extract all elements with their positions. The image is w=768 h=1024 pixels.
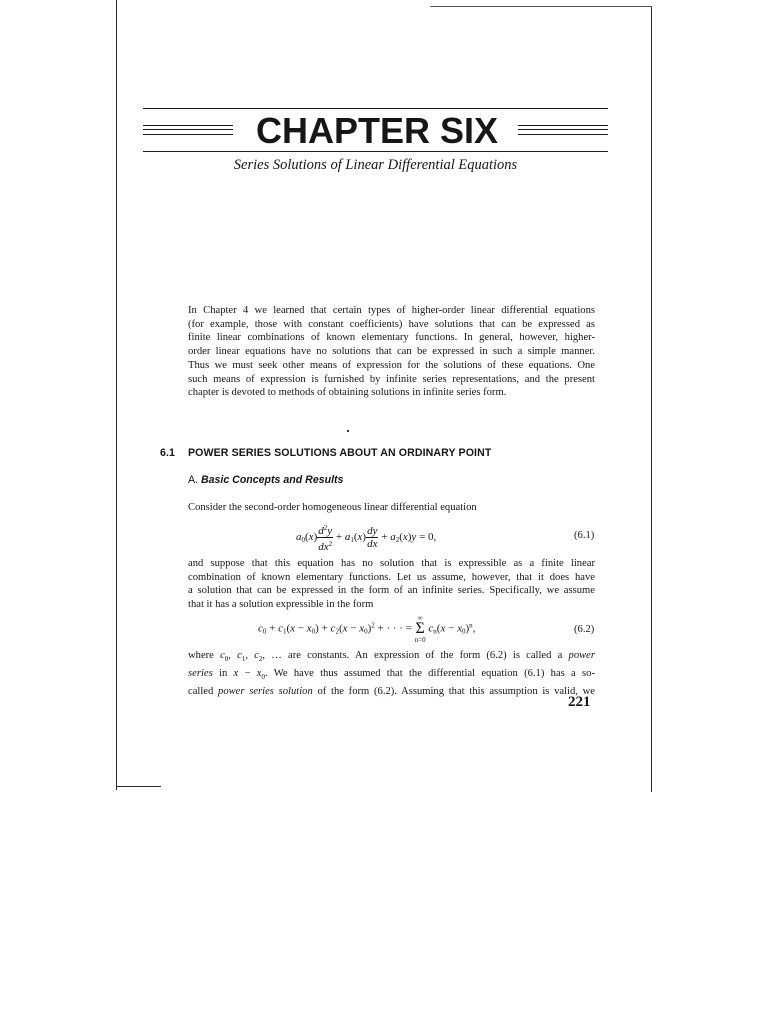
chapter-title: CHAPTER SIX (255, 110, 499, 151)
intro-line: Thus we must seek other means of expression for the solutions of these equations. One (188, 359, 595, 371)
page-edge-left (116, 0, 117, 790)
intro-line: order linear equations have no solutions that can be expressed in such a simple manner. (188, 346, 595, 358)
equation-6-2: $c0 + c1(x - x0) + c2(x - x0)^2$ + · · · = ∞ Σ n=0 $cn(x - x0)^n$, (258, 614, 476, 644)
where-line: where $c_0$, $c_1$, $c_2$, … are constants. An expression of the form (6.2) is called a power (188, 650, 595, 664)
scan-speck (347, 430, 349, 432)
page-edge-right (651, 6, 652, 792)
suppose-paragraph (188, 557, 595, 612)
consider-paragraph (188, 501, 595, 515)
heading-rule-bottom (143, 151, 608, 152)
consider-line: Consider the second-order homogeneous linear differential equation (188, 502, 477, 513)
subsection-title: Basic Concepts and Results (200, 474, 344, 486)
intro-line: In Chapter 4 we learned that certain types of higher-order linear differential equations (188, 305, 595, 316)
subsection-letter: A. (188, 474, 199, 486)
intro-paragraph (188, 304, 595, 400)
page-edge-bottom (117, 786, 161, 787)
equation-6-1: a0(x) $\frac{d^2y}{dx^2}$ + a1(x) $\frac{dy}{dx}$ + a2(x)y = 0, (296, 524, 437, 553)
page-edge-top (430, 6, 652, 7)
intro-line: finite linear combinations of known elementary functions. In general, however, higher- (188, 332, 595, 344)
chapter-subtitle: Series Solutions of Linear Differential Equations (233, 157, 518, 173)
intro-line: chapter is devoted to methods of obtaining solutions in infinite series form. (188, 387, 507, 399)
where-paragraph (188, 649, 595, 698)
section-heading (160, 447, 491, 459)
subsection-heading (188, 474, 343, 486)
heading-rule-left (143, 125, 233, 135)
where-line: series in $x - x_0$. We have thus assumed that the differential equation (6.1) has a so- (188, 667, 595, 681)
heading-rule-top (143, 108, 608, 109)
equation-number: (6.2) (574, 624, 595, 635)
where-line: called power series solution of the form (6.2). Assuming that this assumption is valid, we (188, 685, 595, 697)
suppose-line: a solution that can be expressed in the form of an infinite series. Specifically, we assume (188, 585, 595, 597)
intro-line: (for example, those with constant coefficients) have solutions that can be expressed as (188, 318, 595, 330)
page-number: 221 (568, 694, 591, 710)
intro-line: such means of expression is furnished by infinite series representations, and the present (188, 373, 595, 385)
section-number: 6.1 (160, 447, 176, 459)
suppose-line: that it has a solution expressible in the form (188, 599, 374, 611)
suppose-line: and suppose that this equation has no solution that is expressible as a finite linear (188, 558, 595, 569)
suppose-line: combination of known elementary functions. Let us assume, however, that it does have (188, 571, 595, 583)
section-title: POWER SERIES SOLUTIONS ABOUT AN ORDINARY POINT (188, 447, 492, 459)
equation-number: (6.1) (574, 530, 595, 541)
heading-rule-right (518, 125, 608, 135)
